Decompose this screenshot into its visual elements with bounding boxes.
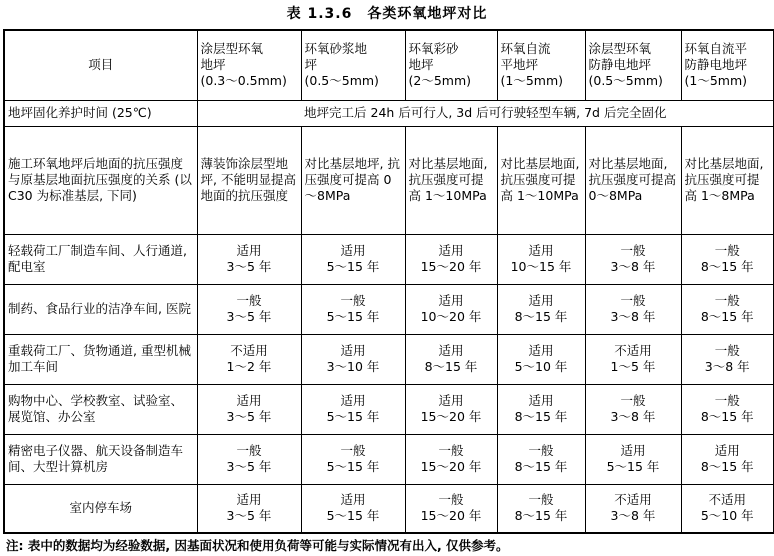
rating-text: 适用 <box>340 243 366 258</box>
strength-label: 施工环氧地坪后地面的抗压强度与原基层地面抗压强度的关系 (以 C30 为标准基层, 下同) <box>4 126 197 234</box>
years-text: 3～5 年 <box>226 459 272 474</box>
rating-cell <box>301 284 405 334</box>
rating-cell <box>405 484 497 533</box>
table-title: 表 1.3.6 各类环氧地坪对比 <box>286 6 488 22</box>
rating-text: 一般 <box>528 443 554 458</box>
years-text: 3～10 年 <box>326 359 380 374</box>
years-text: 8～15 年 <box>514 459 568 474</box>
rating-text: 一般 <box>620 243 646 258</box>
strength-row <box>4 126 774 234</box>
years-text: 3～8 年 <box>610 309 656 324</box>
years-text: 8～15 年 <box>700 409 754 424</box>
years-text: 8～15 年 <box>514 309 568 324</box>
rating-text: 一般 <box>236 443 262 458</box>
years-text: 10～20 年 <box>420 309 482 324</box>
strength-cell: 对比基层地面, 抗压强度可提高 1～10MPa <box>497 126 585 234</box>
header-line: 环氧砂浆地 <box>304 41 368 57</box>
rating-cell <box>585 284 681 334</box>
rating-text: 一般 <box>340 443 366 458</box>
row-label: 购物中心、学校教室、试验室、展览馆、办公室 <box>4 384 197 434</box>
years-text: 5～15 年 <box>326 259 380 274</box>
rating-cell <box>681 434 774 484</box>
rating-cell <box>301 384 405 434</box>
years-text: 3～8 年 <box>704 359 750 374</box>
header-line: 涂层型环氧 <box>588 41 652 57</box>
rating-text: 适用 <box>528 293 554 308</box>
rating-text: 适用 <box>528 393 554 408</box>
rating-text: 适用 <box>236 492 262 508</box>
header-line: 地坪 <box>200 57 226 73</box>
rating-text: 适用 <box>620 443 646 458</box>
years-text: 15～20 年 <box>420 409 482 424</box>
rating-cell <box>585 384 681 434</box>
years-text: 15～20 年 <box>420 259 482 274</box>
rating-cell <box>585 234 681 284</box>
rating-text: 适用 <box>438 343 464 358</box>
rating-cell <box>681 234 774 284</box>
comparison-table <box>3 29 774 534</box>
years-text: 3～8 年 <box>610 508 656 524</box>
rating-cell <box>681 284 774 334</box>
rating-text: 不适用 <box>708 492 746 508</box>
rating-text: 适用 <box>438 293 464 308</box>
years-text: 8～15 年 <box>514 409 568 424</box>
footnote: 注: 表中的数据均为经验数据, 因基面状况和使用负荷等可能与实际情况有出入, 仅供参考。 <box>6 538 509 553</box>
rating-cell <box>681 384 774 434</box>
rating-text: 适用 <box>340 393 366 408</box>
rating-cell <box>405 384 497 434</box>
rating-cell <box>197 234 301 284</box>
header-item-cell: 项目 <box>4 30 197 100</box>
header-line: 防静电地坪 <box>588 57 652 73</box>
rating-text: 适用 <box>236 243 262 258</box>
years-text: 5～15 年 <box>326 508 380 524</box>
rating-cell <box>197 334 301 384</box>
rating-text: 适用 <box>438 393 464 408</box>
years-text: 1～2 年 <box>226 359 272 374</box>
row-label: 室内停车场 <box>4 484 197 533</box>
years-text: 3～5 年 <box>226 309 272 324</box>
header-line: (1～5mm) <box>500 73 564 89</box>
rating-text: 适用 <box>340 343 366 358</box>
rating-text: 一般 <box>340 293 366 308</box>
strength-cell: 对比基层地面, 抗压强度可提高 1～10MPa <box>405 126 497 234</box>
years-text: 8～15 年 <box>514 508 568 524</box>
rating-cell <box>197 434 301 484</box>
header-line: 地坪 <box>408 57 434 73</box>
rating-cell <box>497 384 585 434</box>
rating-text: 适用 <box>528 343 554 358</box>
header-col-6 <box>681 30 774 100</box>
rating-text: 适用 <box>236 393 262 408</box>
rating-text: 一般 <box>438 492 464 508</box>
header-line: 环氧自流平 <box>684 41 748 57</box>
rating-cell <box>497 334 585 384</box>
rating-text: 适用 <box>438 243 464 258</box>
rating-text: 一般 <box>236 293 262 308</box>
header-line: 涂层型环氧 <box>200 41 264 57</box>
header-col-4 <box>497 30 585 100</box>
rating-cell <box>197 384 301 434</box>
rating-cell <box>405 284 497 334</box>
rating-text: 适用 <box>528 243 554 258</box>
header-col-2 <box>301 30 405 100</box>
header-line: 防静电地坪 <box>684 57 748 73</box>
years-text: 5～15 年 <box>326 409 380 424</box>
strength-cell: 薄装饰涂层型地坪, 不能明显提高地面的抗压强度 <box>197 126 301 234</box>
header-line: 环氧彩砂 <box>408 41 459 57</box>
years-text: 3～5 年 <box>226 409 272 424</box>
years-text: 10～15 年 <box>510 259 572 274</box>
row-label: 精密电子仪器、航天设备制造车间、大型计算机房 <box>4 434 197 484</box>
years-text: 8～15 年 <box>700 259 754 274</box>
header-row <box>4 30 774 100</box>
header-line: (0.3～0.5mm) <box>200 73 287 89</box>
rating-cell <box>301 334 405 384</box>
rating-cell <box>497 484 585 533</box>
years-text: 8～15 年 <box>424 359 478 374</box>
curing-row <box>4 100 774 126</box>
rating-cell <box>197 284 301 334</box>
row-label: 制药、食品行业的洁净车间, 医院 <box>4 284 197 334</box>
header-line: (2～5mm) <box>408 73 472 89</box>
curing-label: 地坪固化养护时间 (25℃) <box>4 100 197 126</box>
years-text: 3～8 年 <box>610 409 656 424</box>
rating-cell <box>585 434 681 484</box>
header-col-1 <box>197 30 301 100</box>
table-row <box>4 334 774 384</box>
years-text: 8～15 年 <box>700 459 754 474</box>
rating-text: 一般 <box>528 492 554 508</box>
years-text: 5～10 年 <box>514 359 568 374</box>
table-row <box>4 284 774 334</box>
years-text: 3～8 年 <box>610 259 656 274</box>
header-line: 环氧自流 <box>500 41 551 57</box>
header-line: (1～5mm) <box>684 73 748 89</box>
header-line: (0.5～5mm) <box>304 73 379 89</box>
years-text: 1～5 年 <box>610 359 656 374</box>
rating-cell <box>405 334 497 384</box>
rating-text: 一般 <box>714 243 740 258</box>
rating-text: 不适用 <box>614 343 652 358</box>
row-label: 重载荷工厂、货物通道, 重型机械加工车间 <box>4 334 197 384</box>
years-text: 8～15 年 <box>700 309 754 324</box>
rating-cell <box>497 234 585 284</box>
years-text: 5～10 年 <box>700 508 754 524</box>
rating-cell <box>405 434 497 484</box>
rating-cell <box>405 234 497 284</box>
rating-text: 一般 <box>620 393 646 408</box>
rating-text: 不适用 <box>614 492 652 508</box>
rating-cell <box>585 484 681 533</box>
rating-cell <box>301 434 405 484</box>
strength-cell: 对比基层地面, 抗压强度可提高 1～8MPa <box>681 126 774 234</box>
years-text: 5～15 年 <box>326 309 380 324</box>
rating-text: 适用 <box>714 443 740 458</box>
rating-cell <box>197 484 301 533</box>
strength-cell: 对比基层地面, 抗压强度可提高 0～8MPa <box>585 126 681 234</box>
years-text: 3～5 年 <box>226 259 272 274</box>
header-line: 平地坪 <box>500 57 539 73</box>
rating-text: 不适用 <box>230 343 268 358</box>
rating-text: 一般 <box>620 293 646 308</box>
header-line: 坪 <box>304 57 318 73</box>
years-text: 15～20 年 <box>420 459 482 474</box>
header-col-3 <box>405 30 497 100</box>
table-row <box>4 484 774 533</box>
years-text: 3～5 年 <box>226 508 272 524</box>
years-text: 5～15 年 <box>326 459 380 474</box>
header-line: (0.5～5mm) <box>588 73 663 89</box>
table-row <box>4 434 774 484</box>
rating-text: 一般 <box>714 343 740 358</box>
strength-cell: 对比基层地坪, 抗压强度可提高 0～8MPa <box>301 126 405 234</box>
row-label: 轻载荷工厂制造车间、人行通道, 配电室 <box>4 234 197 284</box>
rating-cell <box>497 284 585 334</box>
rating-cell <box>301 484 405 533</box>
rating-cell <box>681 334 774 384</box>
years-text: 5～15 年 <box>606 459 660 474</box>
table-row <box>4 234 774 284</box>
table-row <box>4 384 774 434</box>
rating-cell <box>681 484 774 533</box>
rating-text: 一般 <box>714 293 740 308</box>
curing-value: 地坪完工后 24h 后可行人, 3d 后可行驶轻型车辆, 7d 后完全固化 <box>197 100 774 126</box>
rating-text: 一般 <box>438 443 464 458</box>
rating-text: 适用 <box>340 492 366 508</box>
rating-cell <box>585 334 681 384</box>
rating-text: 一般 <box>714 393 740 408</box>
header-col-5 <box>585 30 681 100</box>
rating-cell <box>497 434 585 484</box>
years-text: 15～20 年 <box>420 508 482 524</box>
rating-cell <box>301 234 405 284</box>
